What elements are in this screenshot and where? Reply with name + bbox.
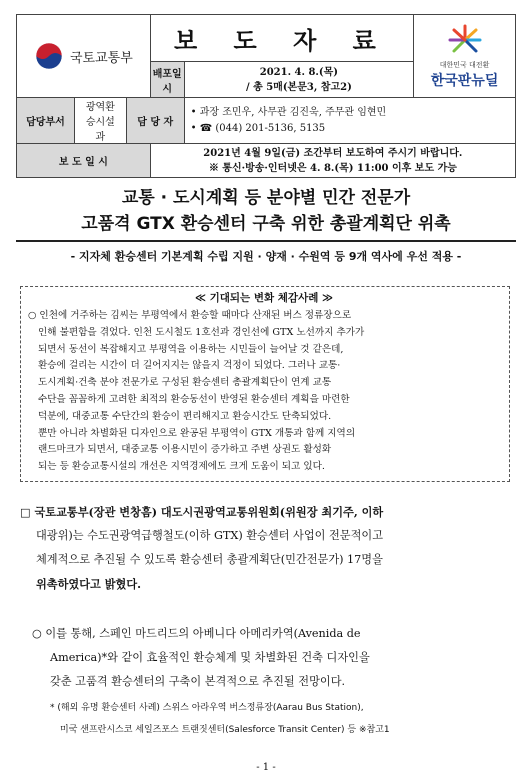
body-line: ○ 이를 통해, 스페인 마드리드의 아베니다 아메리카역(Avenida de — [32, 627, 361, 640]
headline-line-1: 교통 · 도시계획 등 분야별 민간 전문가 — [121, 188, 411, 208]
newdeal-logo-cell — [414, 15, 516, 98]
press-release-title: 보 도 자 료 — [150, 15, 413, 62]
newdeal-logo-icon — [445, 23, 485, 57]
contact-phone: • ☎ (044) 201-5136, 5135 — [190, 122, 326, 134]
report-line-2: ※ 통신·방송·인터넷은 4. 8.(목) 11:00 이후 보도 가능 — [208, 162, 457, 174]
contact-cell — [184, 98, 515, 144]
headline-box — [16, 185, 516, 237]
footnote-2: 미국 샌프란시스코 세일즈포스 트랜짓센터(Salesforce Transit Center) 등 ※참고1 — [60, 725, 390, 735]
case-line: ○ 인천에 거주하는 김씨는 부평역에서 환승할 때마다 산재된 버스 정류장으로 — [28, 310, 352, 321]
case-line: 되면서 동선이 복잡해지고 부평역을 이용하는 시민들이 늘어날 것 같은데, — [38, 343, 344, 355]
contact-people: • 과장 조민우, 사무관 김진욱, 주무관 임현민 — [190, 106, 387, 118]
case-line: 도시계획·건축 분야 전문가로 구성된 환승센터 총괄계획단이 연계 교통 — [38, 377, 332, 389]
case-line: 수단을 꼼꼼하게 고려한 최적의 환승동선이 반영된 환승센터 계획을 마련한 — [38, 393, 350, 405]
report-line-1: 2021년 4월 9일(금) 조간부터 보도하여 주시기 바랍니다. — [203, 147, 463, 159]
report-date-cell — [150, 144, 515, 178]
footnote-1: * (해외 유명 환승센터 사례) 스위스 아라우역 버스정류장(Aarau Bus Station), — [50, 703, 364, 713]
body-line: 체계적으로 추진될 수 있도록 환승센터 총괄계획단(민간전문가) 17명을 — [36, 553, 383, 566]
case-line: 랜드마크가 되면서, 대중교통 이용시민이 증가하고 주변 상권도 활성화 — [38, 444, 332, 456]
ministry-name: 국토교통부 — [69, 50, 133, 66]
body-line: America)*와 같이 효율적인 환승체계 및 차별화된 건축 디자인을 — [50, 651, 370, 664]
body-line: □ 국토교통부(장관 변창흠) 대도시권광역교통위원회(위원장 최기주, 이하 — [20, 505, 384, 519]
page-count: / 총 5매(본문3, 참고2) — [245, 81, 352, 93]
case-box-text — [28, 308, 502, 476]
body-line: 갖춘 고품격 환승센터의 구축이 본격적으로 추진될 전망이다. — [50, 675, 346, 688]
newdeal-big-text: 한국판뉴딜 — [430, 72, 499, 89]
ministry-logo-cell — [17, 15, 151, 98]
contact-label: 담 당 자 — [126, 98, 184, 144]
report-date-label: 보 도 일 시 — [17, 144, 151, 178]
release-date: 2021. 4. 8.(목) — [259, 66, 339, 78]
newdeal-small-text: 대한민국 대전환 — [439, 60, 490, 69]
case-line: 덕분에, 대중교통 수단간의 환승이 편리해지고 환승시간도 단축되었다. — [38, 410, 332, 422]
page-number: - 1 - — [256, 762, 276, 773]
body-paragraph-1 — [20, 500, 516, 596]
release-date-cell — [184, 62, 413, 98]
case-box-title: ≪ 기대되는 변화 체감사례 ≫ — [194, 292, 334, 304]
case-line: 환승에 걸리는 시간이 더 길어지지는 않을지 걱정이 되었다. 그러나 교통· — [38, 360, 341, 372]
case-line: 되는 등 환승교통시설의 개선은 지역경제에도 크게 도움이 되고 있다. — [38, 461, 325, 473]
case-line: 뿐만 아니라 차별화된 디자인으로 완공된 부평역이 GTX 개통과 함께 지역의 — [38, 427, 356, 439]
headline-line-2: 고품격 GTX 환승센터 구축 위한 총괄계획단 위촉 — [81, 214, 451, 234]
ministry-emblem-icon — [34, 41, 64, 71]
headline-subtitle: - 지자체 환승센터 기본계획 수립 지원 · 양재 · 수원역 등 9개 역사에 우선 적용 - — [70, 250, 462, 263]
headline-rule-thick — [16, 240, 516, 242]
press-header-table — [16, 14, 516, 178]
case-line: 인해 불편함을 겪었다. 인천 도시철도 1호선과 경인선에 GTX 노선까지 추가가 — [38, 326, 365, 338]
dept-name: 광역환승시설과 — [74, 98, 126, 144]
release-date-label: 배포일시 — [150, 62, 184, 98]
body-paragraph-2 — [32, 622, 516, 694]
dept-label: 담당부서 — [17, 98, 75, 144]
body-line: 대광위)는 수도권광역급행철도(이하 GTX) 환승센터 사업이 전문적이고 — [36, 529, 384, 542]
body-line: 위촉하였다고 밝혔다. — [36, 577, 142, 591]
